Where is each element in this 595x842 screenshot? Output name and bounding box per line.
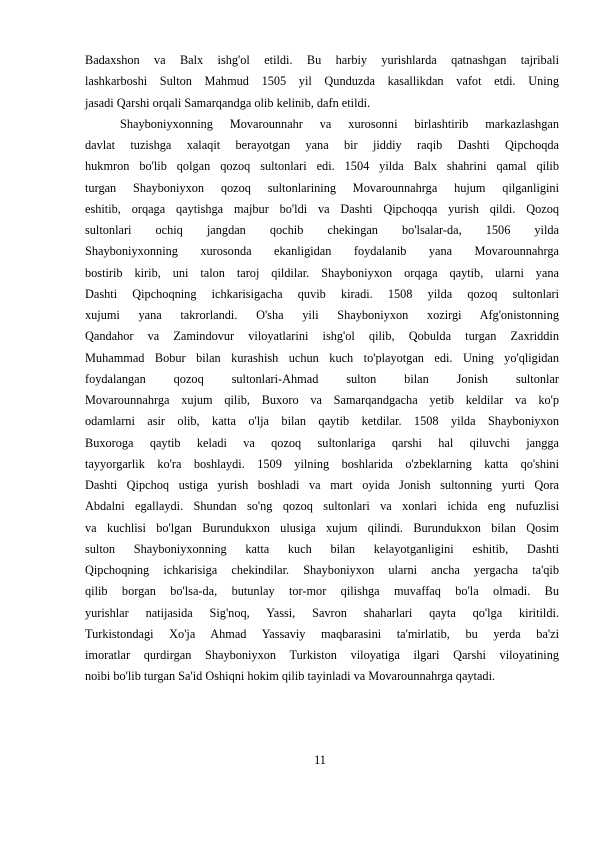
text-line: Qipchoqning ichkarisiga chekindilar. Shayboniyxon ularni ancha yergacha ta'qib <box>85 563 559 577</box>
text-line: qilib borgan bo'lsa-da, butunlay tor-mor qilishga muvaffaq bo'la olmadi. Bu <box>85 584 559 599</box>
text-line: bostirib kirib, uni talon taroj qildilar. Shayboniyxon orqaga qaytib, ularni yana <box>85 265 559 280</box>
paragraph-2 <box>85 114 559 688</box>
text-line: Shayboniyxonning Movarounnahr va xurosonni birlashtirib markazlashgan <box>120 116 559 131</box>
text-line: davlat tuzishga xalaqit berayotgan yana bir jiddiy raqib Dashti Qipchoqda <box>85 138 559 152</box>
text-line: odamlarni asir olib, katta o'lja bilan qaytib ketdilar. 1508 yilda Shayboniyxon <box>85 414 559 429</box>
text-line: xujumi yana takrorlandi. O'sha yili Shayboniyxon xozirgi Afg'onistonning <box>85 308 559 322</box>
text-line: Abdalni egallaydi. Shundan so'ng qozoq sultonlari va xonlari ichida eng nufuzlisi <box>85 499 559 514</box>
text-line: yurishlar natijasida Sig'noq, Yassi, Savron shaharlari qayta qo'lga kiritildi. <box>85 605 559 620</box>
text-line: Muhammad Bobur bilan kurashish uchun kuch to'playotgan edi. Uning yo'qligidan <box>85 350 559 365</box>
text-line: noibi bo'lib turgan Sa'id Oshiqni hokim qilib tayinladi va Movarounnahrga qaytadi. <box>85 669 496 684</box>
text-line: Shayboniyxonning xurosonda ekanligidan foydalanib yana Movarounnahrga <box>85 244 559 259</box>
text-line: Buxoroga qaytib keladi va qozoq sultonlariga qarshi hal qiluvchi jangga <box>85 435 559 450</box>
document-page <box>85 50 559 688</box>
page-number: 11 <box>314 753 326 767</box>
text-line: hukmron bo'lib qolgan qozoq sultonlari edi. 1504 yilda Balx shahrini qamal qilib <box>85 159 559 174</box>
text-line: foydalangan qozoq sultonlari-Ahmad sulton bilan Jonish sultonlar <box>85 371 559 386</box>
text-line: eshitib, orqaga qaytishga majbur bo'ldi va Dashti Qipchoqqa yurish qildi. Qozoq <box>85 201 559 216</box>
text-line: Qandahor va Zamindovur viloyatlarini ishg'ol qilib, Qobulda turgan Zaxriddin <box>85 329 559 344</box>
text-line: jasadi Qarshi orqali Samarqandga olib kelinib, dafn etildi. <box>85 95 371 110</box>
text-line: lashkarboshi Sulton Mahmud 1505 yil Qunduzda kasallikdan vafot etdi. Uning <box>85 74 559 89</box>
text-line: turgan Shayboniyxon qozoq sultonlarining Movarounnahrga hujum qilganligini <box>85 180 559 195</box>
text-line: Turkistondagi Xo'ja Ahmad Yassaviy maqbarasini ta'mirlatib, bu yerda ba'zi <box>85 626 559 641</box>
text-line: Badaxshon va Balx ishg'ol etildi. Bu harbiy yurishlarda qatnashgan tajribali <box>85 53 559 67</box>
text-line: Movarounnahrga xujum qilib, Buxoro va Samarqandgacha yetib keldilar va ko'p <box>85 393 559 407</box>
text-line: tayyorgarlik ko'ra boshlaydi. 1509 yilning boshlarida o'zbeklarning katta qo'shini <box>85 456 559 471</box>
text-line: Dashti Qipchoq ustiga yurish boshladi va mart oyida Jonish sultonning yurti Qora <box>85 478 559 492</box>
text-line: Dashti Qipchoqning ichkarisigacha quvib kiradi. 1508 yilda qozoq sultonlari <box>85 286 559 301</box>
text-line: va kuchlisi bo'lgan Burundukxon ulusiga xujum qilindi. Burundukxon bilan Qosim <box>85 520 559 535</box>
text-line: imoratlar qurdirgan Shayboniyxon Turkiston viloyatiga ilgari Qarshi viloyatining <box>85 648 559 662</box>
text-line: sulton Shayboniyxonning katta kuch bilan kelayotganligini eshitib, Dashti <box>85 541 559 556</box>
paragraph-1 <box>85 50 559 114</box>
text-line: sultonlari ochiq jangdan qochib chekingan bo'lsalar-da, 1506 yilda <box>85 223 559 237</box>
